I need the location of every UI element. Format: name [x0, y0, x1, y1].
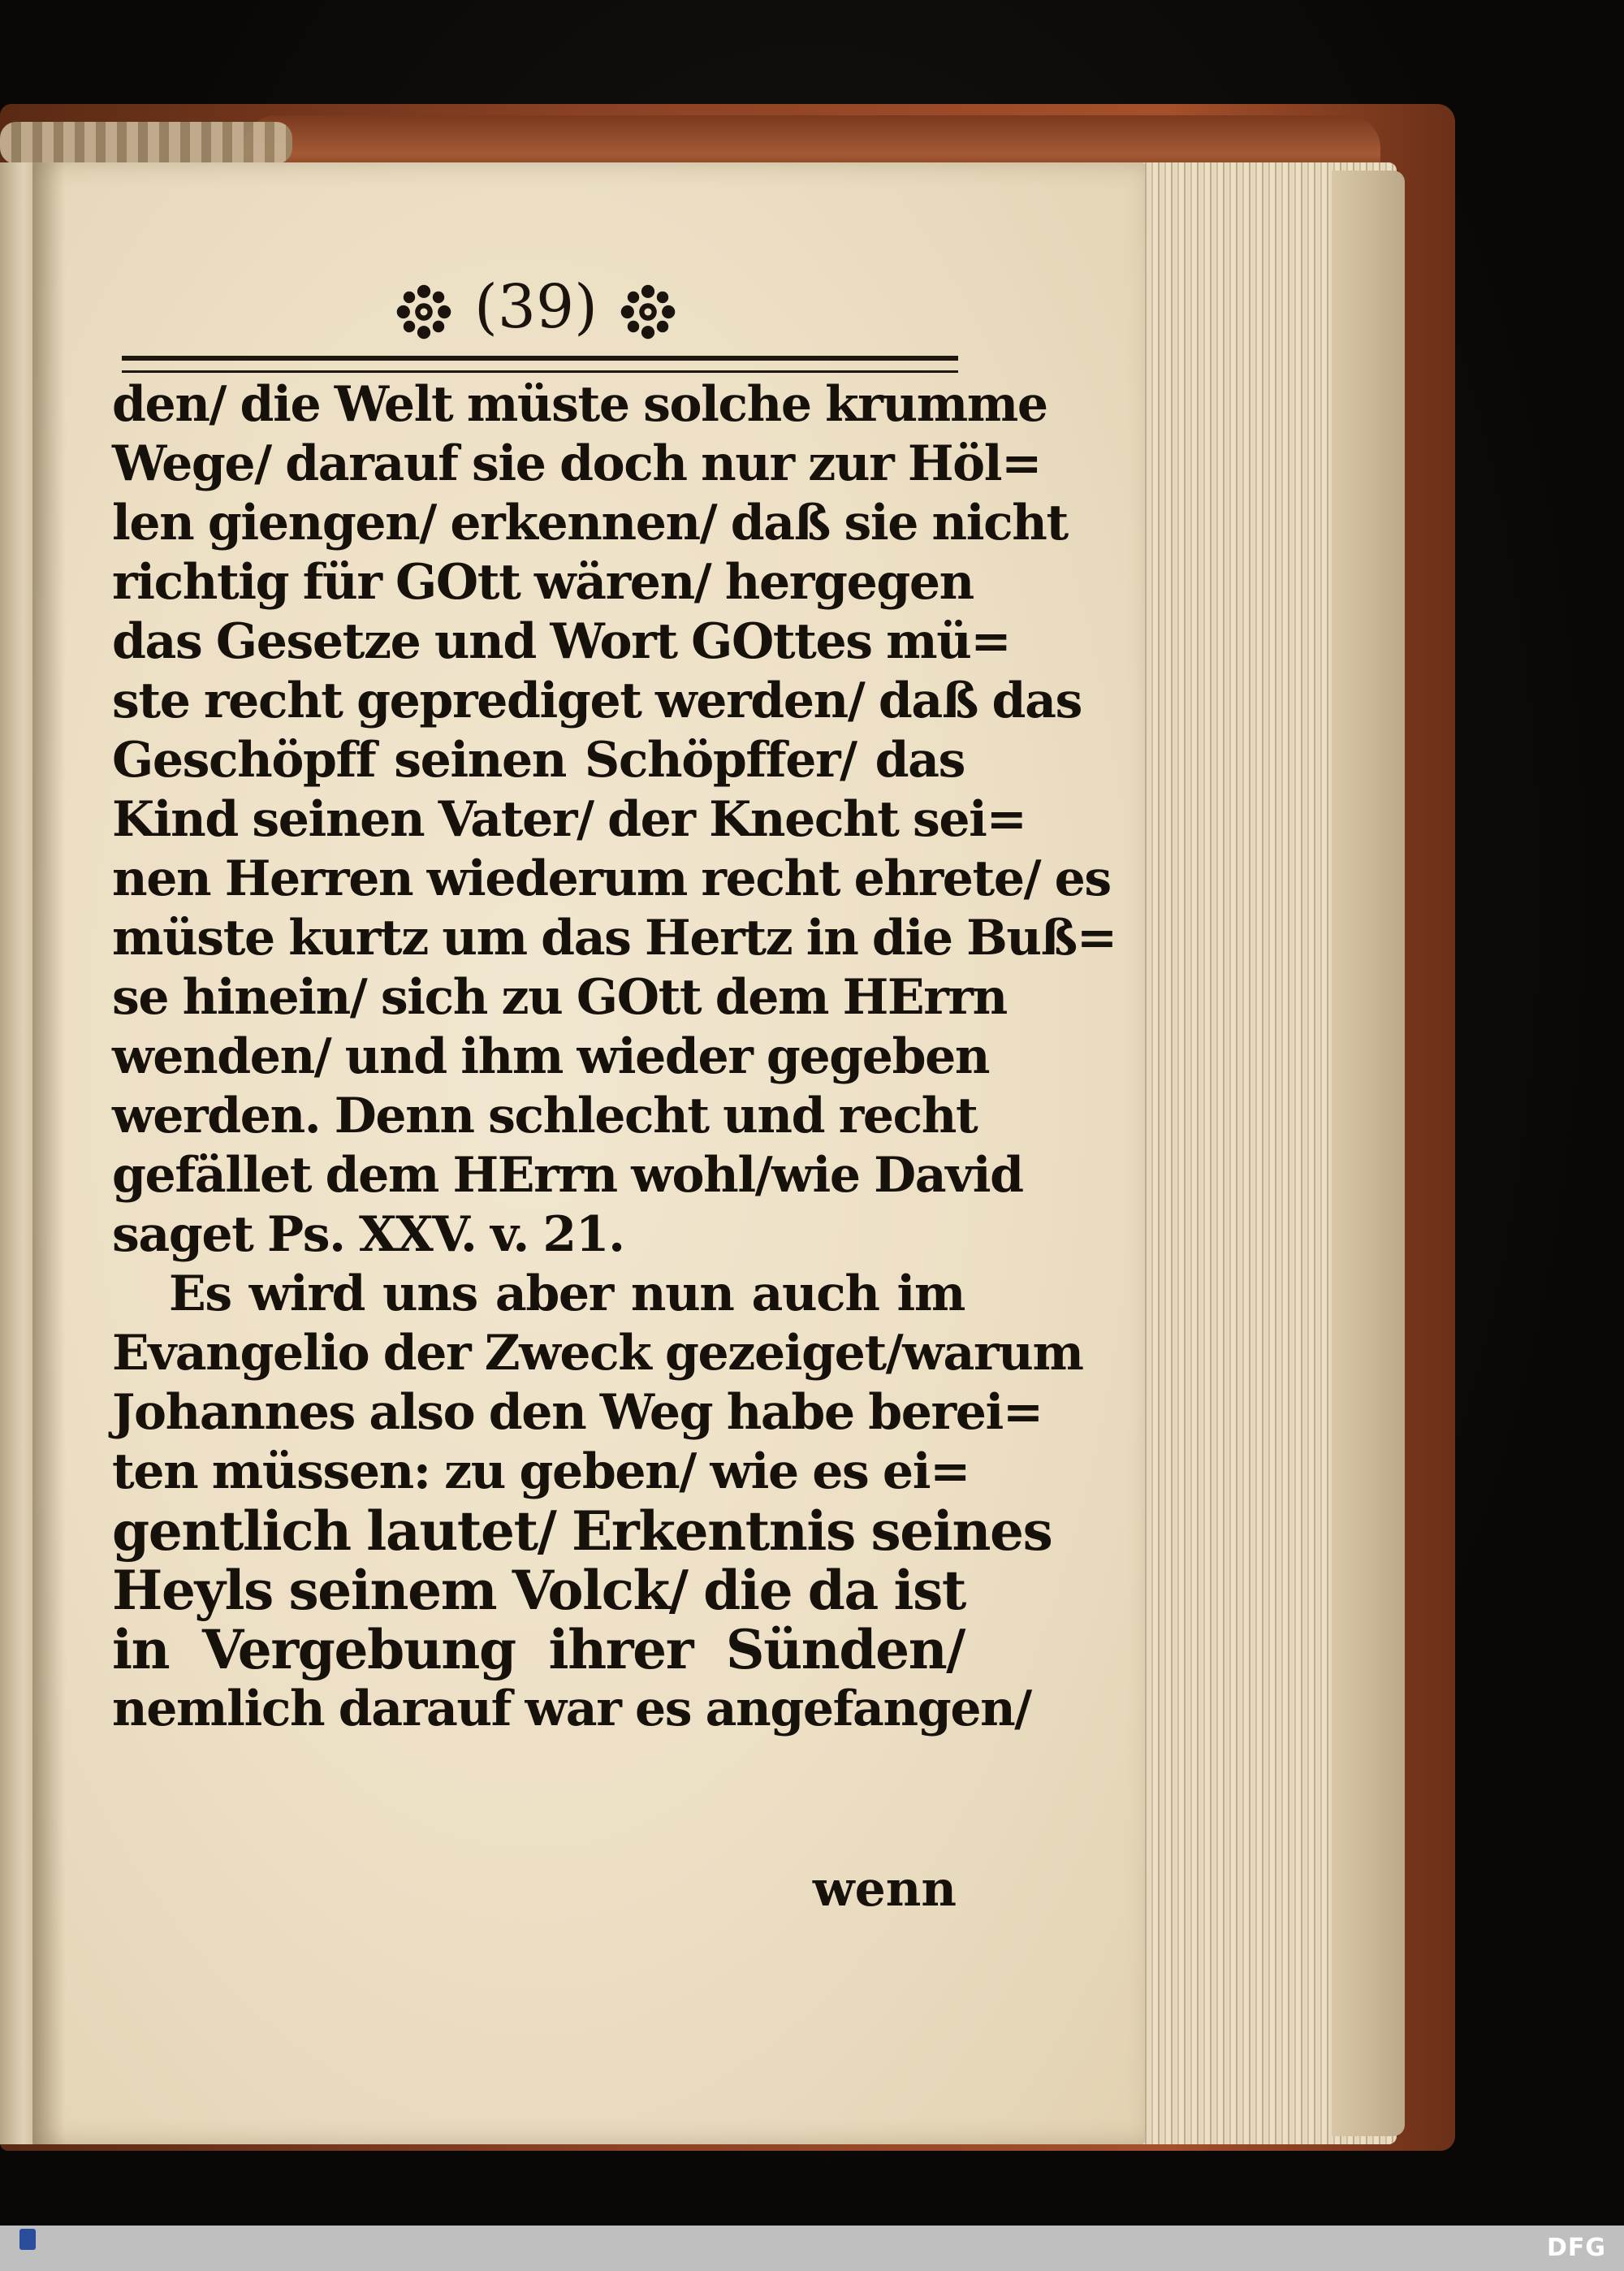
viewer-footer-bar: [0, 2226, 1624, 2271]
page-gutter-shadow: [32, 162, 65, 2144]
text-line: len giengen/ erkennen/ daß sie nicht: [112, 495, 1068, 552]
text-line: das Gesetze und Wort GOttes mü=: [112, 613, 1011, 670]
text-line: ste recht geprediget werden/ daß das: [112, 673, 1082, 729]
header-rule: [122, 356, 958, 373]
text-line: den/ die Welt müste solche krumme: [112, 376, 1047, 433]
text-line: wenden/ und ihm wieder gegeben: [112, 1028, 990, 1085]
library-logo: [11, 2229, 44, 2268]
text-line: gentlich lautet/ Erkentnis seines: [112, 1499, 1052, 1563]
text-line: se hinein/ sich zu GOtt dem HErrn: [112, 969, 1007, 1026]
text-line: Kind seinen Vater/ der Knecht sei=: [112, 791, 1026, 848]
page-header: [114, 266, 958, 348]
page-fore-edge-shadow: [1332, 171, 1405, 2136]
text-line: saget Ps. XXV. v. 21.: [112, 1206, 624, 1263]
text-line: nemlich darauf war es angefangen/: [112, 1681, 1031, 1737]
text-line: nen Herren wiederum recht ehrete/ es: [112, 850, 1111, 907]
text-line: richtig für GOtt wären/ hergegen: [112, 554, 974, 611]
binding-cord: [0, 122, 292, 164]
funder-logo: DFG: [1546, 2234, 1606, 2262]
body-text: [112, 375, 1116, 1739]
catchword: wenn: [812, 1861, 957, 1918]
flower-ornament-icon: [619, 283, 677, 341]
text-line: Geschöpff seinen Schöpffer/ das: [112, 732, 965, 789]
text-line: Heyls seinem Volck/ die da ist: [112, 1559, 965, 1622]
text-line: gefället dem HErrn wohl/wie David: [112, 1147, 1023, 1204]
flower-ornament-icon: [395, 283, 453, 341]
text-line: ten müssen: zu geben/ wie es ei=: [112, 1443, 970, 1500]
text-line: Evangelio der Zweck gezeiget/warum: [112, 1325, 1083, 1382]
page-number: (39): [474, 272, 598, 342]
text-line: müste kurtz um das Hertz in die Buß=: [112, 910, 1116, 967]
text-line: Johannes also den Weg habe berei=: [112, 1384, 1043, 1441]
text-line: werden. Denn schlecht und recht: [112, 1088, 978, 1144]
text-line: in Vergebung ihrer Sünden/: [112, 1618, 965, 1681]
text-line: Es wird uns aber nun auch im: [169, 1265, 965, 1322]
library-crest-icon: [19, 2229, 36, 2250]
text-line: Wege/ darauf sie doch nur zur Höl=: [112, 435, 1042, 492]
